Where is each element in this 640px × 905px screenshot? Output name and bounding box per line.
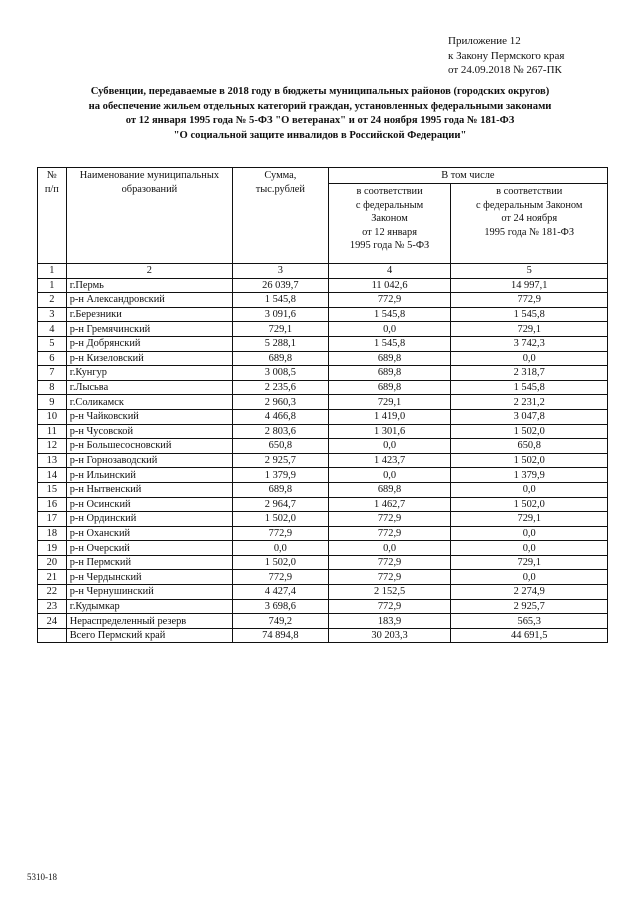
row-law-5fz: 2 152,5 xyxy=(328,585,451,600)
row-sum: 4 427,4 xyxy=(233,585,329,600)
row-sum: 689,8 xyxy=(233,482,329,497)
row-name: р-н Чердынский xyxy=(66,570,232,585)
row-number: 1 xyxy=(38,278,67,293)
row-law-5fz: 689,8 xyxy=(328,482,451,497)
row-number: 17 xyxy=(38,512,67,527)
row-law-181fz: 2 318,7 xyxy=(451,366,608,381)
row-name: р-н Пермский xyxy=(66,555,232,570)
row-name: г.Соликамск xyxy=(66,395,232,410)
table-row xyxy=(38,614,608,629)
total-law-5fz: 30 203,3 xyxy=(328,628,451,643)
row-name: р-н Добрянский xyxy=(66,336,232,351)
row-sum: 3 698,6 xyxy=(233,599,329,614)
header-including xyxy=(328,168,607,184)
row-name: р-н Ильинский xyxy=(66,468,232,483)
appendix-header xyxy=(448,34,564,78)
table-row xyxy=(38,380,608,395)
row-law-5fz: 729,1 xyxy=(328,395,451,410)
row-law-181fz: 3 047,8 xyxy=(451,409,608,424)
title-line-1: Субвенции, передаваемые в 2018 году в бюджеты муниципальных районов (городских округов) xyxy=(90,86,550,97)
table-row xyxy=(38,468,608,483)
row-law-181fz: 1 545,8 xyxy=(451,307,608,322)
row-number: 8 xyxy=(38,380,67,395)
header-a-line-1: в соответствии xyxy=(356,186,423,197)
row-law-5fz: 772,9 xyxy=(328,599,451,614)
row-law-5fz: 0,0 xyxy=(328,468,451,483)
row-name: Нераспределенный резерв xyxy=(66,614,232,629)
table-row xyxy=(38,439,608,454)
header-b-line-4: 1995 года № 181-ФЗ xyxy=(484,226,575,238)
header-num-line-1: № xyxy=(46,170,57,181)
row-law-181fz: 565,3 xyxy=(451,614,608,629)
row-law-181fz: 2 274,9 xyxy=(451,585,608,600)
row-number: 14 xyxy=(38,468,67,483)
row-number: 9 xyxy=(38,395,67,410)
table-row xyxy=(38,482,608,497)
table-row xyxy=(38,585,608,600)
row-name: р-н Чусовской xyxy=(66,424,232,439)
table-row xyxy=(38,395,608,410)
row-law-181fz: 0,0 xyxy=(451,570,608,585)
row-sum: 4 466,8 xyxy=(233,409,329,424)
row-sum: 1 379,9 xyxy=(233,468,329,483)
row-name: р-н Большесосновский xyxy=(66,439,232,454)
row-law-5fz: 1 423,7 xyxy=(328,453,451,468)
table-row xyxy=(38,541,608,556)
header-a-line-4: от 12 января xyxy=(362,226,417,238)
row-law-181fz: 0,0 xyxy=(451,351,608,366)
column-number: 5 xyxy=(451,264,608,279)
row-name: г.Кудымкар xyxy=(66,599,232,614)
appendix-law: к Закону Пермского края xyxy=(448,49,565,62)
table-row xyxy=(38,307,608,322)
header-sum xyxy=(233,168,329,264)
row-number: 2 xyxy=(38,293,67,308)
row-law-181fz: 729,1 xyxy=(451,512,608,527)
row-sum: 3 008,5 xyxy=(233,366,329,381)
row-name: г.Кунгур xyxy=(66,366,232,381)
row-number: 12 xyxy=(38,439,67,454)
header-row-1 xyxy=(38,168,608,184)
row-sum: 2 960,3 xyxy=(233,395,329,410)
header-num-line-2: п/п xyxy=(44,183,59,195)
title-line-2: на обеспечение жильем отдельных категорий граждан, установленных федеральными законами xyxy=(88,100,552,112)
header-name xyxy=(66,168,232,264)
row-name: р-н Горнозаводский xyxy=(66,453,232,468)
table-row xyxy=(38,497,608,512)
header-b-line-1: в соответствии xyxy=(496,186,563,197)
row-law-5fz: 772,9 xyxy=(328,293,451,308)
row-name: р-н Осинский xyxy=(66,497,232,512)
document-title xyxy=(40,85,600,143)
total-sum: 74 894,8 xyxy=(233,628,329,643)
header-num xyxy=(38,168,67,264)
header-sum-line-2: тыс.рублей xyxy=(255,183,305,195)
row-sum: 2 803,6 xyxy=(233,424,329,439)
table-row xyxy=(38,278,608,293)
table-row xyxy=(38,453,608,468)
row-name: р-н Чернушинский xyxy=(66,585,232,600)
row-name: р-н Кизеловский xyxy=(66,351,232,366)
row-law-181fz: 0,0 xyxy=(451,541,608,556)
row-number: 7 xyxy=(38,366,67,381)
row-number: 21 xyxy=(38,570,67,585)
row-law-181fz: 772,9 xyxy=(451,293,608,308)
row-law-181fz: 1 379,9 xyxy=(451,468,608,483)
appendix-date: от 24.09.2018 № 267-ПК xyxy=(448,64,562,76)
total-name: Всего Пермский край xyxy=(66,628,232,643)
title-line-3: от 12 января 1995 года № 5-ФЗ "О ветеранах" и от 24 ноября 1995 года № 181-ФЗ xyxy=(125,115,515,127)
row-law-5fz: 1 545,8 xyxy=(328,336,451,351)
row-law-5fz: 0,0 xyxy=(328,322,451,337)
table-row xyxy=(38,570,608,585)
header-name-line-2: образований xyxy=(121,183,178,195)
header-a-line-2: с федеральным xyxy=(355,199,424,211)
header-b-line-2: с федеральным Законом xyxy=(475,199,583,211)
row-law-5fz: 11 042,6 xyxy=(328,278,451,293)
row-law-181fz: 729,1 xyxy=(451,322,608,337)
row-name: р-н Александровский xyxy=(66,293,232,308)
header-name-line-1: Наименование муниципальных xyxy=(79,170,220,181)
row-law-181fz: 0,0 xyxy=(451,526,608,541)
row-name: г.Пермь xyxy=(66,278,232,293)
row-sum: 26 039,7 xyxy=(233,278,329,293)
row-law-5fz: 1 462,7 xyxy=(328,497,451,512)
row-law-5fz: 1 419,0 xyxy=(328,409,451,424)
row-sum: 1 545,8 xyxy=(233,293,329,308)
row-sum: 772,9 xyxy=(233,526,329,541)
row-number: 3 xyxy=(38,307,67,322)
table-row xyxy=(38,366,608,381)
row-number: 22 xyxy=(38,585,67,600)
row-sum: 3 091,6 xyxy=(233,307,329,322)
row-law-181fz: 14 997,1 xyxy=(451,278,608,293)
row-law-181fz: 0,0 xyxy=(451,482,608,497)
row-law-5fz: 1 545,8 xyxy=(328,307,451,322)
row-number: 10 xyxy=(38,409,67,424)
table-row xyxy=(38,351,608,366)
row-law-5fz: 0,0 xyxy=(328,541,451,556)
row-number: 23 xyxy=(38,599,67,614)
row-number: 19 xyxy=(38,541,67,556)
total-row xyxy=(38,628,608,643)
row-sum: 650,8 xyxy=(233,439,329,454)
table-row xyxy=(38,293,608,308)
row-law-181fz: 1 545,8 xyxy=(451,380,608,395)
row-number: 5 xyxy=(38,336,67,351)
header-including-label: В том числе xyxy=(441,170,495,181)
row-number: 15 xyxy=(38,482,67,497)
document-code: 5310-18 xyxy=(27,872,57,882)
header-b-line-3: от 24 ноября xyxy=(501,213,558,225)
row-sum: 2 925,7 xyxy=(233,453,329,468)
header-law-5fz xyxy=(328,184,451,264)
header-a-line-3: Законом xyxy=(371,213,408,225)
row-law-181fz: 1 502,0 xyxy=(451,497,608,512)
row-law-181fz: 2 231,2 xyxy=(451,395,608,410)
row-sum: 1 502,0 xyxy=(233,512,329,527)
row-name: г.Лысьва xyxy=(66,380,232,395)
table-row xyxy=(38,322,608,337)
row-law-5fz: 689,8 xyxy=(328,366,451,381)
row-number: 6 xyxy=(38,351,67,366)
table-row xyxy=(38,424,608,439)
row-law-5fz: 0,0 xyxy=(328,439,451,454)
table-row xyxy=(38,526,608,541)
table-row xyxy=(38,599,608,614)
row-sum: 729,1 xyxy=(233,322,329,337)
row-sum: 5 288,1 xyxy=(233,336,329,351)
column-number: 2 xyxy=(66,264,232,279)
row-law-5fz: 183,9 xyxy=(328,614,451,629)
row-sum: 2 964,7 xyxy=(233,497,329,512)
row-name: р-н Нытвенский xyxy=(66,482,232,497)
row-name: р-н Чайковский xyxy=(66,409,232,424)
row-sum: 772,9 xyxy=(233,570,329,585)
row-number: 24 xyxy=(38,614,67,629)
title-line-4: "О социальной защите инвалидов в Российской Федерации" xyxy=(173,129,467,141)
total-blank xyxy=(38,628,67,643)
row-law-181fz: 650,8 xyxy=(451,439,608,454)
row-law-5fz: 772,9 xyxy=(328,570,451,585)
row-law-5fz: 689,8 xyxy=(328,380,451,395)
column-number: 1 xyxy=(38,264,67,279)
row-sum: 749,2 xyxy=(233,614,329,629)
appendix-number: Приложение 12 xyxy=(448,35,521,47)
table-row xyxy=(38,555,608,570)
row-law-5fz: 772,9 xyxy=(328,526,451,541)
table-row xyxy=(38,512,608,527)
row-number: 13 xyxy=(38,453,67,468)
row-number: 4 xyxy=(38,322,67,337)
row-law-181fz: 1 502,0 xyxy=(451,424,608,439)
header-a-line-5: 1995 года № 5-ФЗ xyxy=(349,240,430,252)
row-name: р-н Ординский xyxy=(66,512,232,527)
row-name: р-н Оханский xyxy=(66,526,232,541)
row-number: 20 xyxy=(38,555,67,570)
header-sum-line-1: Сумма, xyxy=(264,170,297,181)
row-law-5fz: 772,9 xyxy=(328,512,451,527)
row-sum: 689,8 xyxy=(233,351,329,366)
row-name: р-н Гремячинский xyxy=(66,322,232,337)
row-law-181fz: 1 502,0 xyxy=(451,453,608,468)
total-law-181fz: 44 691,5 xyxy=(451,628,608,643)
table-row xyxy=(38,336,608,351)
row-law-5fz: 689,8 xyxy=(328,351,451,366)
row-number: 16 xyxy=(38,497,67,512)
row-number: 18 xyxy=(38,526,67,541)
column-number: 4 xyxy=(328,264,451,279)
row-sum: 0,0 xyxy=(233,541,329,556)
column-number: 3 xyxy=(233,264,329,279)
row-name: г.Березники xyxy=(66,307,232,322)
row-law-5fz: 772,9 xyxy=(328,555,451,570)
row-law-181fz: 729,1 xyxy=(451,555,608,570)
header-law-181fz xyxy=(451,184,608,264)
row-law-181fz: 2 925,7 xyxy=(451,599,608,614)
table-row xyxy=(38,409,608,424)
subsidy-table xyxy=(37,167,608,643)
row-sum: 1 502,0 xyxy=(233,555,329,570)
row-law-181fz: 3 742,3 xyxy=(451,336,608,351)
row-law-5fz: 1 301,6 xyxy=(328,424,451,439)
row-sum: 2 235,6 xyxy=(233,380,329,395)
row-number: 11 xyxy=(38,424,67,439)
row-name: р-н Очерский xyxy=(66,541,232,556)
column-number-row xyxy=(38,264,608,279)
